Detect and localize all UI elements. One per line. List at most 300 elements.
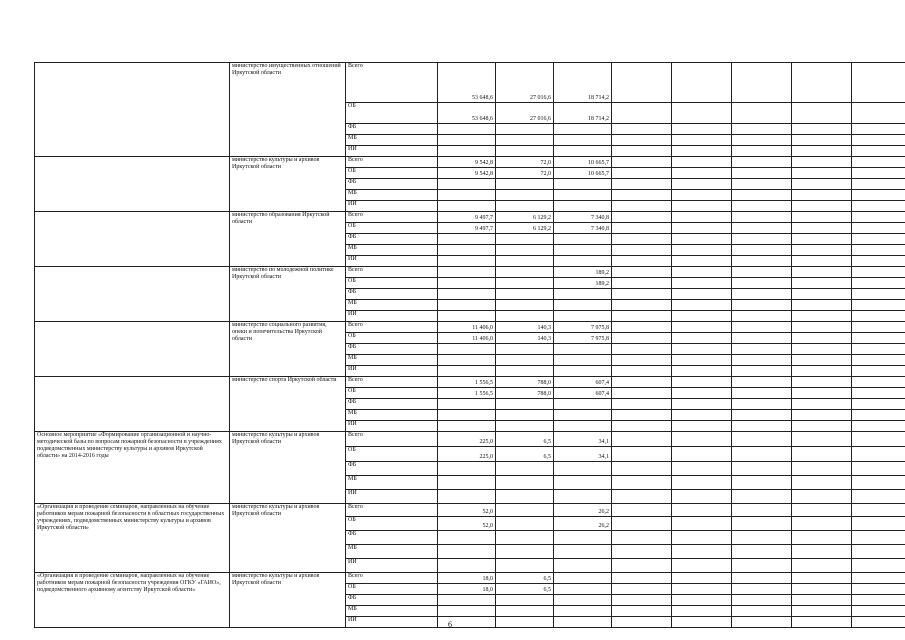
empty-cell xyxy=(792,179,852,190)
empty-cell xyxy=(612,476,672,490)
value-cell xyxy=(496,504,554,517)
empty-cell xyxy=(612,573,672,584)
empty-cell xyxy=(612,388,672,399)
value-cell xyxy=(554,490,612,504)
empty-cell xyxy=(612,531,672,545)
executor-cell: министерство культуры и архивов Иркутской области xyxy=(230,157,346,212)
empty-cell xyxy=(852,311,905,322)
value-cell: 6,5 xyxy=(496,432,554,447)
empty-cell xyxy=(792,322,852,333)
empty-cell xyxy=(672,245,732,256)
empty-cell xyxy=(672,103,732,124)
empty-cell xyxy=(612,146,672,157)
value-cell xyxy=(554,559,612,573)
empty-cell xyxy=(672,333,732,344)
funding-source-cell: ИИ xyxy=(346,617,438,628)
table-row xyxy=(35,63,905,103)
value-cell: 11 406,0 xyxy=(438,322,496,333)
value-cell xyxy=(554,234,612,245)
empty-cell xyxy=(792,476,852,490)
value-cell: 140,3 xyxy=(496,322,554,333)
funding-source-cell: ИИ xyxy=(346,256,438,267)
empty-cell xyxy=(852,190,905,201)
value-cell xyxy=(496,179,554,190)
value-cell xyxy=(496,190,554,201)
empty-cell xyxy=(672,517,732,531)
funding-source-cell: Всего xyxy=(346,504,438,517)
empty-cell xyxy=(852,63,905,103)
value-cell xyxy=(496,245,554,256)
value-cell: 225,0 xyxy=(438,447,496,462)
funding-source-cell: Всего xyxy=(346,212,438,223)
value-cell: 7 340,8 xyxy=(554,223,612,234)
value-cell: 52,0 xyxy=(438,517,496,531)
empty-cell xyxy=(732,300,792,311)
activity-cell xyxy=(35,63,230,157)
value-cell xyxy=(438,545,496,559)
funding-source-cell: ФБ xyxy=(346,234,438,245)
funding-source-cell: Всего xyxy=(346,63,438,103)
empty-cell xyxy=(612,278,672,289)
empty-cell xyxy=(612,584,672,595)
empty-cell xyxy=(732,201,792,212)
empty-cell xyxy=(792,432,852,447)
funding-source-cell: ИИ xyxy=(346,366,438,377)
value-cell xyxy=(438,531,496,545)
empty-cell xyxy=(732,256,792,267)
empty-cell xyxy=(612,421,672,432)
empty-cell xyxy=(792,410,852,421)
empty-cell xyxy=(612,190,672,201)
value-cell: 6,5 xyxy=(496,584,554,595)
empty-cell xyxy=(792,504,852,517)
value-cell xyxy=(554,179,612,190)
value-cell: 18 714,2 xyxy=(554,103,612,124)
table-row xyxy=(35,377,905,388)
value-cell xyxy=(496,399,554,410)
empty-cell xyxy=(612,63,672,103)
value-cell: 7 975,8 xyxy=(554,333,612,344)
empty-cell xyxy=(672,432,732,447)
empty-cell xyxy=(672,234,732,245)
empty-cell xyxy=(852,179,905,190)
empty-cell xyxy=(732,146,792,157)
empty-cell xyxy=(792,278,852,289)
funding-source-cell: ФБ xyxy=(346,289,438,300)
empty-cell xyxy=(672,573,732,584)
empty-cell xyxy=(792,168,852,179)
empty-cell xyxy=(852,168,905,179)
empty-cell xyxy=(672,584,732,595)
value-cell xyxy=(496,559,554,573)
funding-source-cell: Всего xyxy=(346,267,438,278)
empty-cell xyxy=(612,103,672,124)
value-cell: 72,0 xyxy=(496,168,554,179)
empty-cell xyxy=(672,531,732,545)
funding-source-cell: ФБ xyxy=(346,344,438,355)
empty-cell xyxy=(852,399,905,410)
activity-cell xyxy=(35,212,230,267)
value-cell: 18,0 xyxy=(438,584,496,595)
value-cell xyxy=(554,606,612,617)
value-cell xyxy=(496,617,554,628)
empty-cell xyxy=(852,447,905,462)
empty-cell xyxy=(852,462,905,476)
empty-cell xyxy=(732,432,792,447)
empty-cell xyxy=(732,245,792,256)
empty-cell xyxy=(732,606,792,617)
value-cell xyxy=(438,476,496,490)
empty-cell xyxy=(672,421,732,432)
empty-cell xyxy=(672,63,732,103)
empty-cell xyxy=(732,311,792,322)
empty-cell xyxy=(852,146,905,157)
value-cell: 7 975,8 xyxy=(554,322,612,333)
value-cell xyxy=(496,606,554,617)
value-cell: 10 665,7 xyxy=(554,157,612,168)
funding-source-cell: МБ xyxy=(346,300,438,311)
value-cell xyxy=(554,135,612,146)
empty-cell xyxy=(852,124,905,135)
empty-cell xyxy=(732,179,792,190)
empty-cell xyxy=(732,135,792,146)
empty-cell xyxy=(612,606,672,617)
empty-cell xyxy=(732,447,792,462)
empty-cell xyxy=(732,322,792,333)
empty-cell xyxy=(672,256,732,267)
empty-cell xyxy=(852,300,905,311)
empty-cell xyxy=(792,300,852,311)
empty-cell xyxy=(612,124,672,135)
empty-cell xyxy=(672,559,732,573)
empty-cell xyxy=(612,355,672,366)
empty-cell xyxy=(672,545,732,559)
funding-source-cell: ИИ xyxy=(346,490,438,504)
value-cell xyxy=(438,410,496,421)
value-cell xyxy=(438,256,496,267)
empty-cell xyxy=(612,201,672,212)
value-cell xyxy=(438,490,496,504)
value-cell: 1 556,5 xyxy=(438,388,496,399)
funding-source-cell: Всего xyxy=(346,432,438,447)
activity-cell xyxy=(35,322,230,377)
funding-source-cell: ИИ xyxy=(346,559,438,573)
empty-cell xyxy=(792,584,852,595)
value-cell: 6 129,2 xyxy=(496,223,554,234)
empty-cell xyxy=(672,179,732,190)
empty-cell xyxy=(672,447,732,462)
value-cell: 27 016,6 xyxy=(496,103,554,124)
activity-cell xyxy=(35,157,230,212)
empty-cell xyxy=(732,462,792,476)
empty-cell xyxy=(612,245,672,256)
empty-cell xyxy=(672,212,732,223)
empty-cell xyxy=(792,256,852,267)
value-cell xyxy=(438,179,496,190)
value-cell: 9 542,8 xyxy=(438,157,496,168)
empty-cell xyxy=(852,157,905,168)
empty-cell xyxy=(792,421,852,432)
empty-cell xyxy=(672,124,732,135)
empty-cell xyxy=(672,490,732,504)
empty-cell xyxy=(612,504,672,517)
value-cell xyxy=(554,617,612,628)
empty-cell xyxy=(672,399,732,410)
empty-cell xyxy=(732,617,792,628)
empty-cell xyxy=(792,311,852,322)
funding-source-cell: ОБ xyxy=(346,517,438,531)
value-cell: 1 556,5 xyxy=(438,377,496,388)
value-cell xyxy=(554,584,612,595)
value-cell xyxy=(438,267,496,278)
empty-cell xyxy=(852,421,905,432)
value-cell xyxy=(496,531,554,545)
value-cell: 607,4 xyxy=(554,388,612,399)
empty-cell xyxy=(732,63,792,103)
empty-cell xyxy=(732,559,792,573)
value-cell xyxy=(438,245,496,256)
activity-cell: «Организация и проведение семинаров, направленных на обучение работников мерам пожарной безопасности учреждения ОГКУ «ГАИО», подведомственного архивному агентству Иркутской области» xyxy=(35,573,230,628)
empty-cell xyxy=(852,103,905,124)
value-cell xyxy=(438,344,496,355)
value-cell xyxy=(496,256,554,267)
value-cell xyxy=(438,135,496,146)
empty-cell xyxy=(672,190,732,201)
empty-cell xyxy=(672,410,732,421)
empty-cell xyxy=(792,366,852,377)
value-cell: 34,1 xyxy=(554,447,612,462)
empty-cell xyxy=(612,223,672,234)
funding-source-cell: МБ xyxy=(346,245,438,256)
empty-cell xyxy=(672,606,732,617)
empty-cell xyxy=(612,179,672,190)
empty-cell xyxy=(852,201,905,212)
empty-cell xyxy=(672,201,732,212)
value-cell xyxy=(554,344,612,355)
funding-source-cell: Всего xyxy=(346,573,438,584)
funding-source-cell: ОБ xyxy=(346,333,438,344)
empty-cell xyxy=(732,377,792,388)
empty-cell xyxy=(732,278,792,289)
table-row xyxy=(35,157,905,168)
value-cell: 788,0 xyxy=(496,388,554,399)
value-cell: 27 016,6 xyxy=(496,63,554,103)
empty-cell xyxy=(672,135,732,146)
value-cell xyxy=(496,267,554,278)
value-cell xyxy=(554,355,612,366)
empty-cell xyxy=(612,311,672,322)
value-cell xyxy=(554,595,612,606)
empty-cell xyxy=(852,606,905,617)
funding-source-cell: ФБ xyxy=(346,531,438,545)
table-row xyxy=(35,432,905,447)
executor-cell: министерство культуры и архивов Иркутской области xyxy=(230,573,346,628)
empty-cell xyxy=(732,124,792,135)
empty-cell xyxy=(732,595,792,606)
value-cell xyxy=(554,462,612,476)
executor-cell: министерство культуры и архивов Иркутской области xyxy=(230,504,346,573)
page-number: 6 xyxy=(448,620,452,629)
empty-cell xyxy=(792,595,852,606)
empty-cell xyxy=(852,595,905,606)
empty-cell xyxy=(792,289,852,300)
empty-cell xyxy=(852,355,905,366)
funding-source-cell: ИИ xyxy=(346,311,438,322)
table-row xyxy=(35,573,905,584)
empty-cell xyxy=(732,573,792,584)
value-cell xyxy=(496,311,554,322)
empty-cell xyxy=(612,267,672,278)
value-cell xyxy=(438,190,496,201)
funding-source-cell: ОБ xyxy=(346,584,438,595)
empty-cell xyxy=(672,476,732,490)
empty-cell xyxy=(732,190,792,201)
empty-cell xyxy=(672,157,732,168)
funding-source-cell: ИИ xyxy=(346,201,438,212)
empty-cell xyxy=(792,190,852,201)
table-row xyxy=(35,504,905,517)
value-cell xyxy=(496,545,554,559)
funding-source-cell: ОБ xyxy=(346,447,438,462)
funding-source-cell: Всего xyxy=(346,157,438,168)
empty-cell xyxy=(612,462,672,476)
empty-cell xyxy=(612,157,672,168)
empty-cell xyxy=(792,517,852,531)
value-cell xyxy=(554,245,612,256)
empty-cell xyxy=(732,234,792,245)
empty-cell xyxy=(732,344,792,355)
funding-source-cell: МБ xyxy=(346,410,438,421)
empty-cell xyxy=(852,476,905,490)
empty-cell xyxy=(672,267,732,278)
value-cell xyxy=(496,201,554,212)
empty-cell xyxy=(792,212,852,223)
empty-cell xyxy=(852,388,905,399)
empty-cell xyxy=(852,234,905,245)
value-cell: 53 648,6 xyxy=(438,63,496,103)
empty-cell xyxy=(612,595,672,606)
empty-cell xyxy=(672,278,732,289)
empty-cell xyxy=(732,355,792,366)
activity-cell: Основное мероприятие «Формирование организационной и научно-методической базы по вопросам пожарной безопасности в учреждениях подведомственных министерству культуры и архивов Иркутской области» на 2014-2016 годы xyxy=(35,432,230,504)
executor-cell: министерство социального развития, опеки и попечительства Иркутской области xyxy=(230,322,346,377)
empty-cell xyxy=(792,124,852,135)
empty-cell xyxy=(792,344,852,355)
value-cell xyxy=(438,234,496,245)
value-cell xyxy=(554,311,612,322)
empty-cell xyxy=(612,490,672,504)
funding-source-cell: ОБ xyxy=(346,168,438,179)
empty-cell xyxy=(792,388,852,399)
value-cell: 9 542,8 xyxy=(438,168,496,179)
value-cell xyxy=(438,399,496,410)
empty-cell xyxy=(852,410,905,421)
value-cell xyxy=(496,476,554,490)
empty-cell xyxy=(792,355,852,366)
value-cell: 34,1 xyxy=(554,432,612,447)
table-row xyxy=(35,322,905,333)
empty-cell xyxy=(612,517,672,531)
empty-cell xyxy=(792,573,852,584)
empty-cell xyxy=(852,584,905,595)
funding-source-cell: ИИ xyxy=(346,146,438,157)
value-cell xyxy=(554,124,612,135)
empty-cell xyxy=(672,311,732,322)
funding-source-cell: ОБ xyxy=(346,103,438,124)
empty-cell xyxy=(672,366,732,377)
value-cell: 9 497,7 xyxy=(438,223,496,234)
executor-cell: министерство спорта Иркутской области xyxy=(230,377,346,432)
empty-cell xyxy=(672,388,732,399)
empty-cell xyxy=(672,146,732,157)
empty-cell xyxy=(852,289,905,300)
value-cell xyxy=(554,289,612,300)
value-cell xyxy=(554,300,612,311)
empty-cell xyxy=(732,223,792,234)
value-cell xyxy=(496,490,554,504)
empty-cell xyxy=(732,410,792,421)
executor-cell: министерство имущественных отношений Иркутской области xyxy=(230,63,346,157)
empty-cell xyxy=(612,344,672,355)
value-cell: 607,4 xyxy=(554,377,612,388)
value-cell xyxy=(496,300,554,311)
budget-table xyxy=(34,62,905,628)
empty-cell xyxy=(852,531,905,545)
empty-cell xyxy=(612,168,672,179)
empty-cell xyxy=(852,322,905,333)
empty-cell xyxy=(852,377,905,388)
budget-table-body xyxy=(35,63,905,628)
empty-cell xyxy=(792,245,852,256)
empty-cell xyxy=(732,531,792,545)
empty-cell xyxy=(732,399,792,410)
empty-cell xyxy=(852,135,905,146)
value-cell: 52,0 xyxy=(438,504,496,517)
executor-cell: министерство культуры и архивов Иркутской области xyxy=(230,432,346,504)
empty-cell xyxy=(792,447,852,462)
empty-cell xyxy=(612,300,672,311)
value-cell xyxy=(554,421,612,432)
value-cell: 189,2 xyxy=(554,267,612,278)
value-cell: 225,0 xyxy=(438,432,496,447)
empty-cell xyxy=(732,212,792,223)
empty-cell xyxy=(792,531,852,545)
value-cell xyxy=(496,234,554,245)
empty-cell xyxy=(672,355,732,366)
value-cell xyxy=(438,617,496,628)
value-cell xyxy=(496,366,554,377)
empty-cell xyxy=(792,617,852,628)
value-cell: 26,2 xyxy=(554,517,612,531)
value-cell xyxy=(438,355,496,366)
empty-cell xyxy=(852,333,905,344)
funding-source-cell: МБ xyxy=(346,606,438,617)
value-cell xyxy=(496,289,554,300)
empty-cell xyxy=(732,421,792,432)
value-cell: 6,5 xyxy=(496,573,554,584)
empty-cell xyxy=(852,267,905,278)
empty-cell xyxy=(672,377,732,388)
empty-cell xyxy=(612,545,672,559)
empty-cell xyxy=(852,545,905,559)
funding-source-cell: МБ xyxy=(346,476,438,490)
empty-cell xyxy=(792,377,852,388)
empty-cell xyxy=(792,399,852,410)
value-cell xyxy=(438,300,496,311)
value-cell xyxy=(554,573,612,584)
value-cell xyxy=(554,531,612,545)
empty-cell xyxy=(792,559,852,573)
